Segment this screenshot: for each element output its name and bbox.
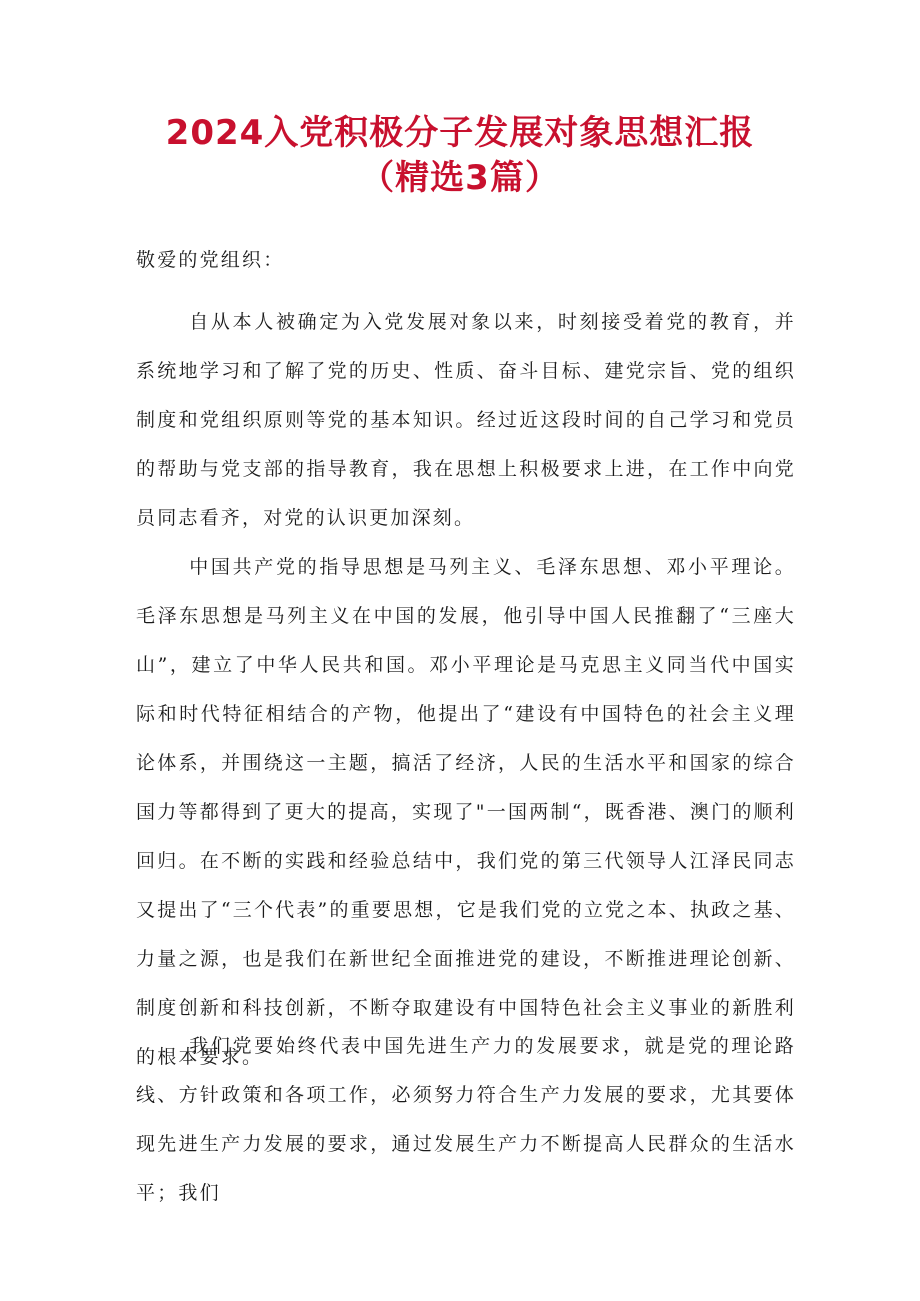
document-title: 2024入党积极分子发展对象思想汇报 <box>165 113 755 153</box>
paragraph-3: 我们党要始终代表中国先进生产力的发展要求，就是党的理论路线、方针政策和各项工作，必须努力符合生产力发展的要求，尤其要体现先进生产力发展的要求，通过发展生产力不断提高人民群众的生活水平；我们 <box>136 1035 796 1204</box>
salutation: 敬爱的党组织： <box>136 249 285 271</box>
document-subtitle: （精选3篇） <box>360 158 560 198</box>
paragraph-2: 中国共产党的指导思想是马列主义、毛泽东思想、邓小平理论。毛泽东思想是马列主义在中国的发展，他引导中国人民推翻了“三座大山”，建立了中华人民共和国。邓小平理论是马克思主义同当代中国实际和时代特征相结合的产物，他提出了“建设有中国特色的社会主义理论体系，并围绕这一主题，搞活了经济，人民的生活水平和国家的综合国力等都得到了更大的提高，实现了"一国两制“，既香港、澳门的顺利回归。在不断的实践和经验总结中，我们党的第三代领导人江泽民同志又提出了“三个代表”的重要思想，它是我们党的立党之本、执政之基、力量之源，也是我们在新世纪全面推进党的建设，不断推进理论创新、制度创新和科技创新，不断夺取建设有中国特色社会主义事业的新胜利的根本要求。 <box>136 556 796 1068</box>
paragraph-1: 自从本人被确定为入党发展对象以来，时刻接受着党的教育，并系统地学习和了解了党的历史、性质、奋斗目标、建党宗旨、党的组织制度和党组织原则等党的基本知识。经过近这段时间的自己学习和党员的帮助与党支部的指导教育，我在思想上积极要求上进，在工作中向党员同志看齐，对党的认识更加深刻。 <box>136 311 796 529</box>
